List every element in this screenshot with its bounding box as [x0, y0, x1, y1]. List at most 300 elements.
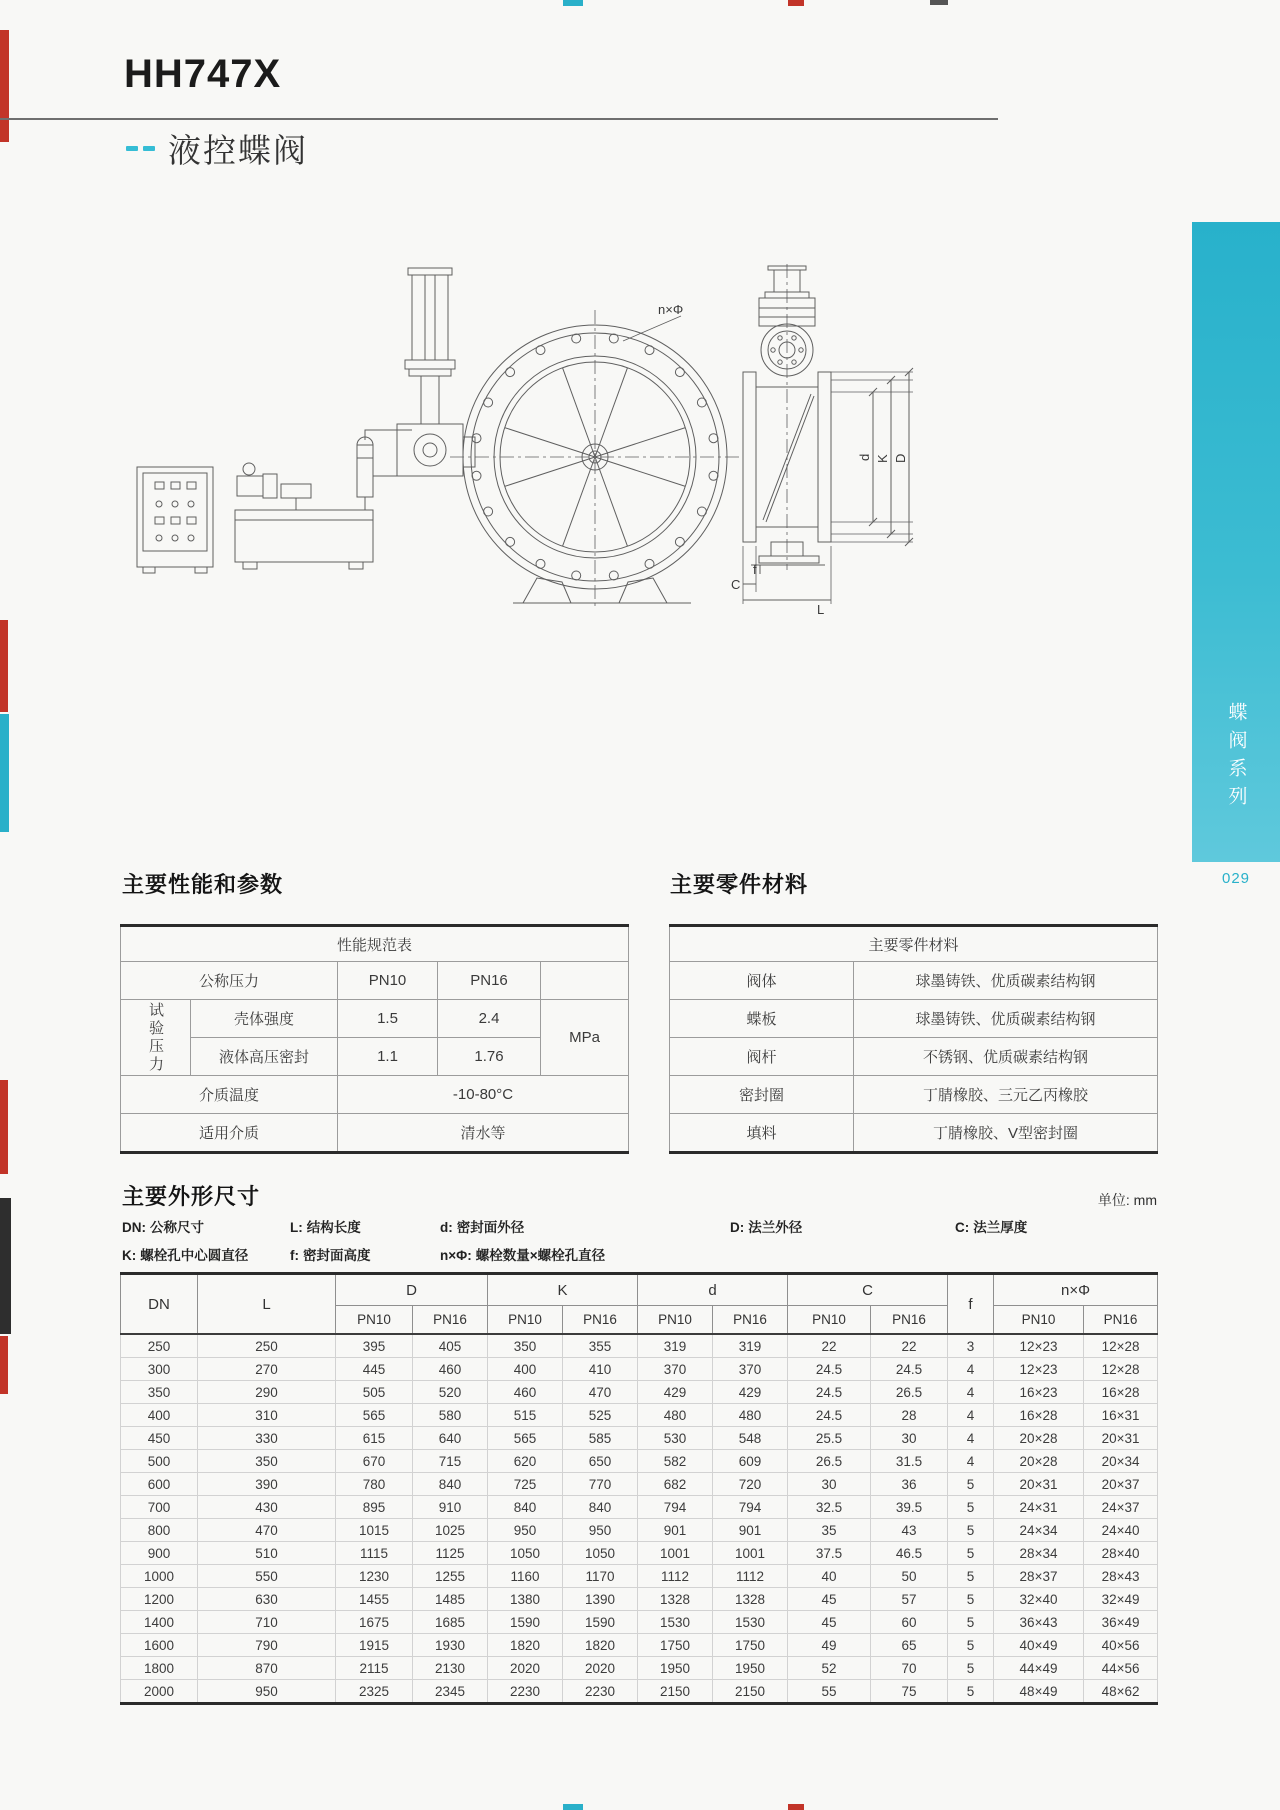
dimension-cell: 5: [948, 1496, 994, 1519]
subtitle-label: 液控蝶阀: [168, 131, 308, 169]
dimension-cell: 4: [948, 1404, 994, 1427]
table-header-row: [121, 1274, 1158, 1306]
dimension-cell: 40×56: [1084, 1634, 1158, 1657]
table-row: [121, 1542, 1158, 1565]
dimension-cell: 470: [198, 1519, 336, 1542]
dimension-cell: 16×28: [1084, 1381, 1158, 1404]
legend-key: K:: [122, 1248, 137, 1263]
value-cell: 1.76: [438, 1038, 541, 1076]
dimension-cell: 780: [336, 1473, 413, 1496]
table-row: [121, 926, 629, 962]
dimension-cell: 40×49: [994, 1634, 1084, 1657]
dimension-cell: 5: [948, 1565, 994, 1588]
dimension-cell: 910: [413, 1496, 488, 1519]
dimension-cell: 330: [198, 1427, 336, 1450]
row-label: 壳体强度: [191, 1000, 338, 1038]
dimension-cell: 390: [198, 1473, 336, 1496]
dimension-cell: 5: [948, 1611, 994, 1634]
dimension-cell: 350: [121, 1381, 198, 1404]
dimension-cell: 55: [788, 1680, 871, 1704]
legend-desc: 密封面外径: [456, 1220, 525, 1235]
legend-desc: 密封面高度: [303, 1248, 371, 1263]
dimension-cell: 39.5: [871, 1496, 948, 1519]
scan-artifact: [788, 0, 804, 6]
dimension-cell: 350: [198, 1450, 336, 1473]
table-row: [121, 1334, 1158, 1358]
dimension-cell: 22: [871, 1334, 948, 1358]
legend-desc: 螺栓数量×螺栓孔直径: [475, 1248, 606, 1263]
dimension-cell: 26.5: [871, 1381, 948, 1404]
dimension-cell: 840: [413, 1473, 488, 1496]
bolt-hole: [506, 537, 515, 546]
bolt-hole: [609, 571, 618, 580]
dimension-cell: 250: [198, 1334, 336, 1358]
dimension-cell: 32.5: [788, 1496, 871, 1519]
dimension-cell: 1750: [713, 1634, 788, 1657]
table-row: [121, 1427, 1158, 1450]
dimension-cell: 2020: [488, 1657, 563, 1680]
accent-dash-icon: [126, 146, 138, 151]
legend-item: [290, 1244, 371, 1264]
dimension-cell: 620: [488, 1450, 563, 1473]
scan-artifact: [0, 30, 9, 142]
dimension-cell: 1230: [336, 1565, 413, 1588]
performance-heading: 主要性能和参数: [122, 872, 284, 897]
value-cell: 1.1: [338, 1038, 438, 1076]
dimension-cell: 600: [121, 1473, 198, 1496]
dimension-cell: 16×28: [994, 1404, 1084, 1427]
disc-rib: [505, 457, 595, 486]
accent-dash-icon: [143, 146, 155, 151]
bolt-hole: [675, 537, 684, 546]
legend-key: L:: [290, 1220, 303, 1235]
material-cell: 球墨铸铁、优质碳素结构钢: [854, 962, 1158, 1000]
dimension-cell: 901: [713, 1519, 788, 1542]
bolt-hole: [572, 334, 581, 343]
dimension-cell: 75: [871, 1680, 948, 1704]
dimension-cell: 5: [948, 1657, 994, 1680]
dimension-cell: 1400: [121, 1611, 198, 1634]
series-side-tab: [1192, 222, 1280, 862]
series-side-tab-label: 蝶阀系列: [1225, 702, 1247, 814]
legend-item: [730, 1216, 802, 1236]
dimension-cell: 609: [713, 1450, 788, 1473]
col-header-l: L: [198, 1274, 336, 1335]
dimension-cell: 24×31: [994, 1496, 1084, 1519]
dimension-cell: 1015: [336, 1519, 413, 1542]
pn-header-cell: PN10: [336, 1306, 413, 1335]
dimension-cell: 840: [488, 1496, 563, 1519]
dimension-cell: 319: [713, 1334, 788, 1358]
dimension-cell: 794: [638, 1496, 713, 1519]
bolt-hole: [472, 471, 481, 480]
dimension-cell: 950: [563, 1519, 638, 1542]
dimension-cell: 37.5: [788, 1542, 871, 1565]
dimension-cell: 28×40: [1084, 1542, 1158, 1565]
dimension-cell: 5: [948, 1542, 994, 1565]
dimension-cell: 44×56: [1084, 1657, 1158, 1680]
dimension-cell: 30: [871, 1427, 948, 1450]
dimension-cell: 28×34: [994, 1542, 1084, 1565]
dimension-cell: 270: [198, 1358, 336, 1381]
dimension-cell: 5: [948, 1588, 994, 1611]
dimension-cell: 1590: [563, 1611, 638, 1634]
dimension-cell: 794: [713, 1496, 788, 1519]
drawing-label-D: D: [893, 453, 908, 463]
legend-row-2: [122, 1244, 1157, 1264]
material-cell: 不锈钢、优质碳素结构钢: [854, 1038, 1158, 1076]
dimensions-heading: 主要外形尺寸: [122, 1184, 261, 1209]
dimension-cell: 24.5: [788, 1404, 871, 1427]
dimension-cell: 1255: [413, 1565, 488, 1588]
dimension-cell: 670: [336, 1450, 413, 1473]
dimension-cell: 870: [198, 1657, 336, 1680]
part-name-cell: 阀杆: [670, 1038, 854, 1076]
dimension-cell: 5: [948, 1634, 994, 1657]
bolt-hole: [484, 398, 493, 407]
subtitle: [126, 126, 308, 170]
materials-table-title: 主要零件材料: [670, 926, 1158, 962]
dimension-cell: 1000: [121, 1565, 198, 1588]
table-row: [670, 1000, 1158, 1038]
dimension-cell: 50: [871, 1565, 948, 1588]
dimension-cell: 1675: [336, 1611, 413, 1634]
dimension-cell: 2000: [121, 1680, 198, 1704]
dimension-cell: 24.5: [788, 1358, 871, 1381]
bolt-hole: [709, 434, 718, 443]
unit-note: 单位: mm: [1097, 1192, 1157, 1208]
dimension-cell: 28×43: [1084, 1565, 1158, 1588]
table-row: [121, 1588, 1158, 1611]
part-name-cell: 密封圈: [670, 1076, 854, 1114]
dimension-cell: 45: [788, 1588, 871, 1611]
empty-cell: [541, 962, 629, 1000]
dimension-cell: 548: [713, 1427, 788, 1450]
scan-artifact: [0, 1080, 8, 1174]
bolt-hole: [675, 368, 684, 377]
dimension-cell: 16×23: [994, 1381, 1084, 1404]
dimension-cell: 40: [788, 1565, 871, 1588]
media-value: 清水等: [338, 1114, 629, 1153]
dimension-cell: 20×31: [994, 1473, 1084, 1496]
dimension-cell: 1485: [413, 1588, 488, 1611]
bolt-hole: [572, 571, 581, 580]
dimension-cell: 895: [336, 1496, 413, 1519]
dimension-cell: 515: [488, 1404, 563, 1427]
dimension-cell: 290: [198, 1381, 336, 1404]
dimension-cell: 31.5: [871, 1450, 948, 1473]
dimension-cell: 650: [563, 1450, 638, 1473]
temp-value: -10-80°C: [338, 1076, 629, 1114]
valve-front-view: [450, 310, 740, 610]
scan-artifact: [563, 1804, 583, 1810]
dimension-cell: 1390: [563, 1588, 638, 1611]
pn-header-cell: PN10: [994, 1306, 1084, 1335]
col-header-C: C: [788, 1274, 948, 1306]
col-header-D: D: [336, 1274, 488, 1306]
dimension-cell: 1112: [638, 1565, 713, 1588]
legend-row-1: [122, 1216, 1157, 1236]
dimension-cell: 4: [948, 1450, 994, 1473]
row-label: 液体高压密封: [191, 1038, 338, 1076]
dimension-cell: 1115: [336, 1542, 413, 1565]
dimension-cell: 1025: [413, 1519, 488, 1542]
dimension-cell: 800: [121, 1519, 198, 1542]
bolt-hole: [697, 398, 706, 407]
dimension-cell: 410: [563, 1358, 638, 1381]
table-row: [121, 1496, 1158, 1519]
dimension-cell: 520: [413, 1381, 488, 1404]
dimension-cell: 395: [336, 1334, 413, 1358]
dimension-cell: 582: [638, 1450, 713, 1473]
bolt-dot: [778, 336, 782, 340]
dimension-cell: 60: [871, 1611, 948, 1634]
dimension-cell: 24×40: [1084, 1519, 1158, 1542]
dimension-cell: 445: [336, 1358, 413, 1381]
dimension-cell: 725: [488, 1473, 563, 1496]
col-header-dn: DN: [121, 1274, 198, 1335]
dimension-cell: 20×34: [1084, 1450, 1158, 1473]
dimension-cell: 43: [871, 1519, 948, 1542]
table-row: [121, 1000, 629, 1038]
table-row: [121, 1657, 1158, 1680]
dimension-cell: 355: [563, 1334, 638, 1358]
dimension-cell: 950: [488, 1519, 563, 1542]
drawing-label-L: L: [817, 602, 825, 617]
disc-rib: [563, 457, 596, 546]
material-cell: 丁腈橡胶、三元乙丙橡胶: [854, 1076, 1158, 1114]
dimension-cell: 715: [413, 1450, 488, 1473]
dimension-cell: 20×31: [1084, 1427, 1158, 1450]
dimension-cell: 480: [638, 1404, 713, 1427]
dimension-cell: 24×37: [1084, 1496, 1158, 1519]
dimension-cell: 44×49: [994, 1657, 1084, 1680]
dimension-cell: 1600: [121, 1634, 198, 1657]
dimension-cell: 370: [713, 1358, 788, 1381]
dimension-cell: 46.5: [871, 1542, 948, 1565]
dimension-cell: 1112: [713, 1565, 788, 1588]
bolt-hole: [536, 346, 545, 355]
dimension-cell: 12×23: [994, 1358, 1084, 1381]
pn-header-cell: PN10: [488, 1306, 563, 1335]
legend-desc: 法兰厚度: [973, 1220, 1028, 1235]
pn-header-cell: PN16: [413, 1306, 488, 1335]
dimension-cell: 2345: [413, 1680, 488, 1704]
dimension-cell: 720: [713, 1473, 788, 1496]
dimension-cell: 500: [121, 1450, 198, 1473]
drawing-label-d: d: [857, 453, 872, 461]
legend-item: [122, 1216, 204, 1236]
materials-heading: 主要零件材料: [670, 872, 809, 897]
pn-header-cell: PN16: [871, 1306, 948, 1335]
dimension-cell: 429: [638, 1381, 713, 1404]
dimension-cell: 20×28: [994, 1427, 1084, 1450]
dimension-cell: 20×37: [1084, 1473, 1158, 1496]
dimension-cell: 25.5: [788, 1427, 871, 1450]
legend-key: DN:: [122, 1220, 146, 1235]
bolt-hole: [697, 507, 706, 516]
dimension-cell: 1050: [488, 1542, 563, 1565]
legend-item: [440, 1216, 524, 1236]
dimension-cell: 1685: [413, 1611, 488, 1634]
dimension-cell: 28×37: [994, 1565, 1084, 1588]
dimension-cell: 1950: [638, 1657, 713, 1680]
col-header-f: f: [948, 1274, 994, 1335]
table-row: [121, 1076, 629, 1114]
scan-artifact: [0, 714, 9, 832]
dimension-cell: 28: [871, 1404, 948, 1427]
pn10-header: PN10: [338, 962, 438, 1000]
drawing-label-C: C: [731, 577, 741, 592]
bolt-hole: [645, 346, 654, 355]
legend-item: [955, 1216, 1027, 1236]
value-cell: 2.4: [438, 1000, 541, 1038]
table-row: [121, 1611, 1158, 1634]
scan-artifact: [930, 0, 948, 5]
dimension-cell: 565: [488, 1427, 563, 1450]
dimension-cell: 4: [948, 1381, 994, 1404]
legend-item: [440, 1244, 605, 1264]
dimension-cell: 12×28: [1084, 1334, 1158, 1358]
dimension-cell: 57: [871, 1588, 948, 1611]
dimension-cell: 2020: [563, 1657, 638, 1680]
dimension-cell: 12×28: [1084, 1358, 1158, 1381]
dimension-cell: 901: [638, 1519, 713, 1542]
scan-artifact: [0, 1336, 8, 1394]
dimension-cell: 480: [713, 1404, 788, 1427]
pn-header-cell: PN10: [638, 1306, 713, 1335]
scan-artifact: [0, 620, 8, 712]
table-row: [121, 1634, 1158, 1657]
dimension-cell: 460: [488, 1381, 563, 1404]
dimension-cell: 530: [638, 1427, 713, 1450]
dimension-cell: 48×62: [1084, 1680, 1158, 1704]
legend-desc: 公称尺寸: [150, 1220, 204, 1235]
legend-key: D:: [730, 1220, 745, 1235]
dimension-cell: 900: [121, 1542, 198, 1565]
temp-label: 介质温度: [121, 1076, 338, 1114]
dimension-cell: 630: [198, 1588, 336, 1611]
dimension-cell: 1590: [488, 1611, 563, 1634]
table-row: [121, 1450, 1158, 1473]
dimension-cell: 640: [413, 1427, 488, 1450]
dimension-cell: 700: [121, 1496, 198, 1519]
col-header-K: K: [488, 1274, 638, 1306]
table-row: [121, 1680, 1158, 1704]
table-row: [670, 962, 1158, 1000]
dimension-cell: 1930: [413, 1634, 488, 1657]
dimension-cell: 3: [948, 1334, 994, 1358]
bolt-hole: [709, 471, 718, 480]
pn-header-cell: PN10: [788, 1306, 871, 1335]
table-row: [670, 926, 1158, 962]
dimension-cell: 52: [788, 1657, 871, 1680]
disc-rib: [595, 457, 685, 486]
page-title: HH747X: [124, 52, 282, 96]
dims-tbody: [121, 1334, 1158, 1704]
table-row: [121, 1404, 1158, 1427]
part-name-cell: 蝶板: [670, 1000, 854, 1038]
dimension-cell: 470: [563, 1381, 638, 1404]
dimension-cell: 1800: [121, 1657, 198, 1680]
legend-item: [122, 1244, 248, 1264]
dimension-cell: 36×49: [1084, 1611, 1158, 1634]
dimension-cell: 319: [638, 1334, 713, 1358]
dimension-cell: 20×28: [994, 1450, 1084, 1473]
bolt-hole: [506, 368, 515, 377]
scan-artifact: [0, 1198, 11, 1334]
bolt-hole: [472, 434, 481, 443]
dimension-cell: 1328: [638, 1588, 713, 1611]
disc-rib: [595, 457, 628, 546]
scan-artifact: [788, 1804, 804, 1810]
dimension-cell: 1050: [563, 1542, 638, 1565]
dimension-cell: 1820: [488, 1634, 563, 1657]
col-header-d: d: [638, 1274, 788, 1306]
bolt-dot: [792, 336, 796, 340]
legend-desc: 法兰外径: [748, 1220, 803, 1235]
dimension-cell: 24.5: [788, 1381, 871, 1404]
part-name-cell: 填料: [670, 1114, 854, 1153]
dimension-cell: 585: [563, 1427, 638, 1450]
disc-rib: [563, 368, 596, 457]
dimension-cell: 682: [638, 1473, 713, 1496]
dimension-cell: 770: [563, 1473, 638, 1496]
dimension-cell: 370: [638, 1358, 713, 1381]
table-row: [121, 1358, 1158, 1381]
material-cell: 丁腈橡胶、V型密封圈: [854, 1114, 1158, 1153]
col-header-nphi: n×Φ: [994, 1274, 1158, 1306]
dimension-cell: 26.5: [788, 1450, 871, 1473]
dimension-cell: 5: [948, 1519, 994, 1542]
dimension-cell: 1455: [336, 1588, 413, 1611]
dimension-cell: 48×49: [994, 1680, 1084, 1704]
dimension-cell: 615: [336, 1427, 413, 1450]
dimension-cell: 5: [948, 1473, 994, 1496]
dimension-cell: 65: [871, 1634, 948, 1657]
dimension-cell: 2115: [336, 1657, 413, 1680]
dimension-cell: 12×23: [994, 1334, 1084, 1358]
bolt-hole: [484, 507, 493, 516]
dimension-cell: 45: [788, 1611, 871, 1634]
valve-side-view: [743, 264, 913, 604]
table-row: [121, 1114, 629, 1153]
materials-tbody: [670, 962, 1158, 1153]
dimension-cell: 70: [871, 1657, 948, 1680]
dimension-cell: 710: [198, 1611, 336, 1634]
dimension-cell: 580: [413, 1404, 488, 1427]
dimension-cell: 5: [948, 1680, 994, 1704]
dimension-cell: 429: [713, 1381, 788, 1404]
dimension-cell: 430: [198, 1496, 336, 1519]
dimension-cell: 1170: [563, 1565, 638, 1588]
table-row: [121, 1519, 1158, 1542]
legend-key: f:: [290, 1248, 299, 1263]
dimension-cell: 1750: [638, 1634, 713, 1657]
table-row: [121, 1381, 1158, 1404]
performance-table-title: 性能规范表: [121, 926, 629, 962]
dimension-cell: 565: [336, 1404, 413, 1427]
dimensions-table: [120, 1272, 1158, 1705]
scan-artifact: [563, 0, 583, 6]
dimension-cell: 1530: [713, 1611, 788, 1634]
dimension-cell: 510: [198, 1542, 336, 1565]
pn-header-cell: PN16: [563, 1306, 638, 1335]
dimension-cell: 1820: [563, 1634, 638, 1657]
dimension-cell: 2150: [713, 1680, 788, 1704]
disc-rib: [505, 428, 595, 457]
dimension-cell: 840: [563, 1496, 638, 1519]
